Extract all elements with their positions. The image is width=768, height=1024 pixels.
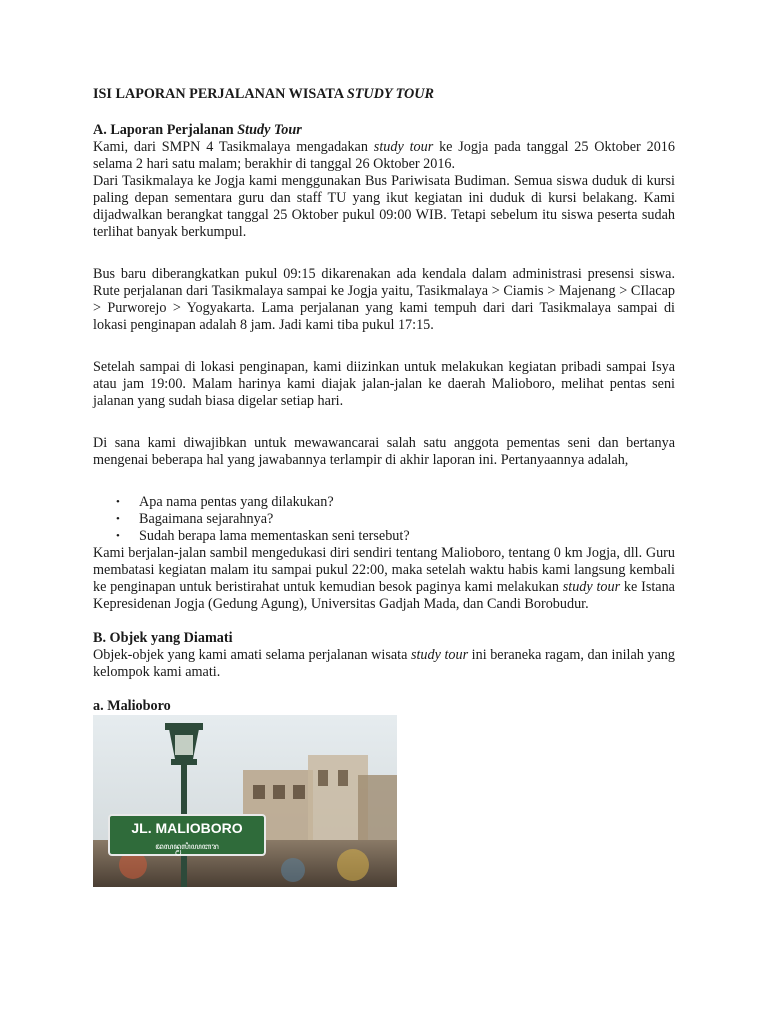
paragraph: Objek-objek yang kami amati selama perjalanan wisata study tour ini beraneka ragam, dan inilah yang kelompok kami amati. [93, 647, 675, 680]
paragraph: Dari Tasikmalaya ke Jogja kami menggunakan Bus Pariwisata Budiman. Semua siswa duduk di kursi paling depan sementara guru dan staff TU yang ikut kegiatan ini duduk di kursi belakang. Kami dijadwalkan berangkat tanggal 25 Oktober pukul 09:00 WIB. Tetapi sebelum itu siswa peserta sudah terlihat banyak berkumpul. [93, 173, 675, 240]
list-item: • Apa nama pentas yang dilakukan? [116, 494, 334, 510]
malioboro-photo [93, 715, 397, 887]
section-b-heading: B. Objek yang Diamati [93, 630, 233, 646]
question-list [93, 494, 675, 545]
sign-text: JL. MALIOBORO [131, 820, 243, 836]
paragraph: Kami, dari SMPN 4 Tasikmalaya mengadakan study tour ke Jogja pada tanggal 25 Oktober 2016 selama 2 hari satu malam; berakhir di tanggal 26 Oktober 2016. [93, 139, 675, 172]
bullet-icon: • [116, 513, 120, 525]
document-title: ISI LAPORAN PERJALANAN WISATA STUDY TOUR [93, 86, 434, 102]
sign-javanese-script: ꦢꦭꦤ꧀ꦩꦭꦶꦪꦧꦫ [155, 842, 219, 851]
bullet-icon: • [116, 530, 120, 542]
paragraph: Setelah sampai di lokasi penginapan, kami diizinkan untuk melakukan kegiatan pribadi sampai Isya atau jam 19:00. Malam harinya kami diajak jalan-jalan ke daerah Malioboro, melihat pentas seni jalanan yang sudah biasa digelar setiap hari. [93, 359, 675, 409]
paragraph: Kami berjalan-jalan sambil mengedukasi diri sendiri tentang Malioboro, tentang 0 km Jogja, dll. Guru membatasi kegiatan malam itu sampai pukul 22:00, maka setelah waktu habis kami langsung kembali ke penginapan untuk beristirahat untuk kemudian besok paginya kami melakukan study tour ke Istana Kepresidenan Jogja (Gedung Agung), Universitas Gadjah Mada, dan Candi Borobudur. [93, 545, 675, 612]
paragraph: Bus baru diberangkatkan pukul 09:15 dikarenakan ada kendala dalam administrasi presensi siswa. Rute perjalanan dari Tasikmalaya sampai ke Jogja yaitu, Tasikmalaya > Ciamis > Majenang > CIlacap > Purworejo > Yogyakarta. Lama perjalanan yang kami tempuh dari dari Tasikmalaya sampai di lokasi penginapan adalah 8 jam. Jadi kami tiba pukul 17:15. [93, 266, 675, 333]
section-a-heading: A. Laporan Perjalanan Study Tour [93, 122, 302, 138]
subsection-heading: a. Malioboro [93, 698, 171, 714]
paragraph: Di sana kami diwajibkan untuk mewawancarai salah satu anggota pementas seni dan bertanya mengenai beberapa hal yang jawabannya terlampir di akhir laporan ini. Pertanyaannya adalah, [93, 435, 675, 468]
list-item: • Bagaimana sejarahnya? [116, 511, 274, 527]
bullet-icon: • [116, 496, 120, 508]
document-content [93, 86, 675, 887]
list-item: • Sudah berapa lama mementaskan seni tersebut? [116, 528, 410, 544]
